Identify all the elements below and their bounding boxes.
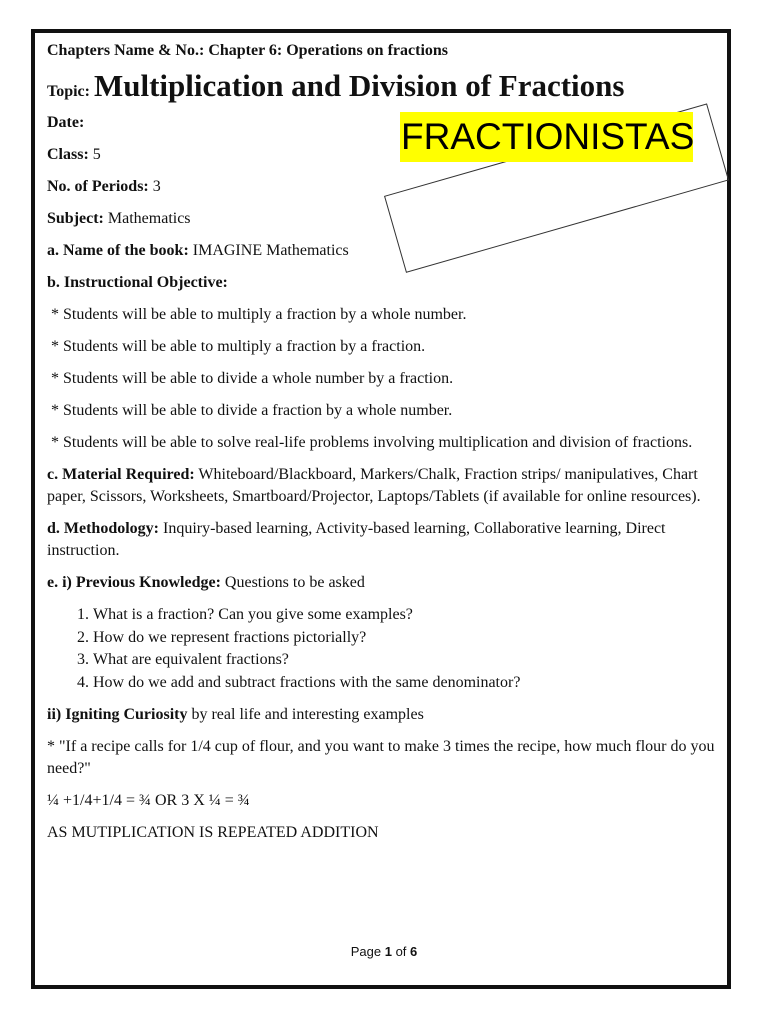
objectives-heading: [47, 272, 723, 294]
book-label: a. Name of the book:: [47, 242, 189, 259]
class-label: Class:: [47, 146, 89, 163]
subject-label: Subject:: [47, 210, 104, 227]
book-value: IMAGINE Mathematics: [192, 242, 349, 259]
curiosity-example: * "If a recipe calls for 1/4 cup of flour, and you want to make 3 times the recipe, how much flour do you need?": [47, 738, 715, 777]
page-word: Page: [350, 944, 382, 959]
objective-item: * Students will be able to multiply a fraction by a fraction.: [51, 338, 426, 355]
objective-item: * Students will be able to multiply a fraction by a whole number.: [51, 306, 467, 323]
periods-value: 3: [152, 178, 161, 195]
curiosity-value: by real life and interesting examples: [191, 706, 424, 723]
topic-title: Multiplication and Division of Fractions: [93, 68, 625, 103]
topic-line: [47, 68, 723, 104]
objective-item: * Students will be able to divide a whole number by a fraction.: [51, 370, 454, 387]
curiosity-conclusion: AS MUTIPLICATION IS REPEATED ADDITION: [47, 824, 379, 841]
objectives-label: b. Instructional Objective:: [47, 274, 228, 291]
methodology-line: [47, 518, 723, 562]
periods-line: [47, 176, 723, 198]
page-total: 6: [410, 944, 418, 959]
methodology-value: Inquiry-based learning, Activity-based learning, Collaborative learning, Direct instruction.: [47, 520, 666, 559]
objective-item: * Students will be able to divide a fraction by a whole number.: [51, 402, 453, 419]
question-item: 4. How do we add and subtract fractions with the same denominator?: [93, 672, 723, 695]
chapter-value: Chapter 6: Operations on fractions: [208, 42, 449, 59]
chapter-label: Chapters Name & No.:: [47, 42, 205, 59]
previous-knowledge-value: Questions to be asked: [224, 574, 365, 591]
class-value: 5: [92, 146, 101, 163]
curiosity-line: [47, 704, 723, 726]
date-label: Date:: [47, 114, 85, 131]
question-item: 1. What is a fraction? Can you give some examples?: [93, 604, 723, 627]
topic-label: Topic:: [47, 83, 90, 100]
materials-line: [47, 464, 723, 508]
fractionistas-highlight: FRACTIONISTAS: [400, 112, 693, 162]
lesson-plan: [47, 40, 723, 854]
methodology-label: d. Methodology:: [47, 520, 159, 537]
subject-line: [47, 208, 723, 230]
chapter-line: [47, 40, 723, 62]
book-line: [47, 240, 723, 262]
objective-item: * Students will be able to solve real-life problems involving multiplication and division of fractions.: [51, 434, 693, 451]
of-word: of: [395, 944, 407, 959]
materials-label: c. Material Required:: [47, 466, 195, 483]
periods-label: No. of Periods:: [47, 178, 149, 195]
curiosity-label: ii) Igniting Curiosity: [47, 706, 188, 723]
question-item: 2. How do we represent fractions pictorially?: [93, 627, 723, 650]
previous-knowledge-label: e. i) Previous Knowledge:: [47, 574, 221, 591]
previous-knowledge-line: [47, 572, 723, 594]
page-current: 1: [384, 944, 392, 959]
question-item: 3. What are equivalent fractions?: [93, 649, 723, 672]
curiosity-equation: ¼ +1/4+1/4 = ¾ OR 3 X ¼ = ¾: [47, 792, 250, 809]
previous-knowledge-questions: [47, 604, 723, 694]
page-footer: [0, 944, 768, 959]
materials-value: Whiteboard/Blackboard, Markers/Chalk, Fraction strips/ manipulatives, Chart paper, Scissors, Worksheets, Smartboard/Projector, Laptops/Tablets (if available for online resources).: [47, 466, 701, 505]
subject-value: Mathematics: [107, 210, 191, 227]
